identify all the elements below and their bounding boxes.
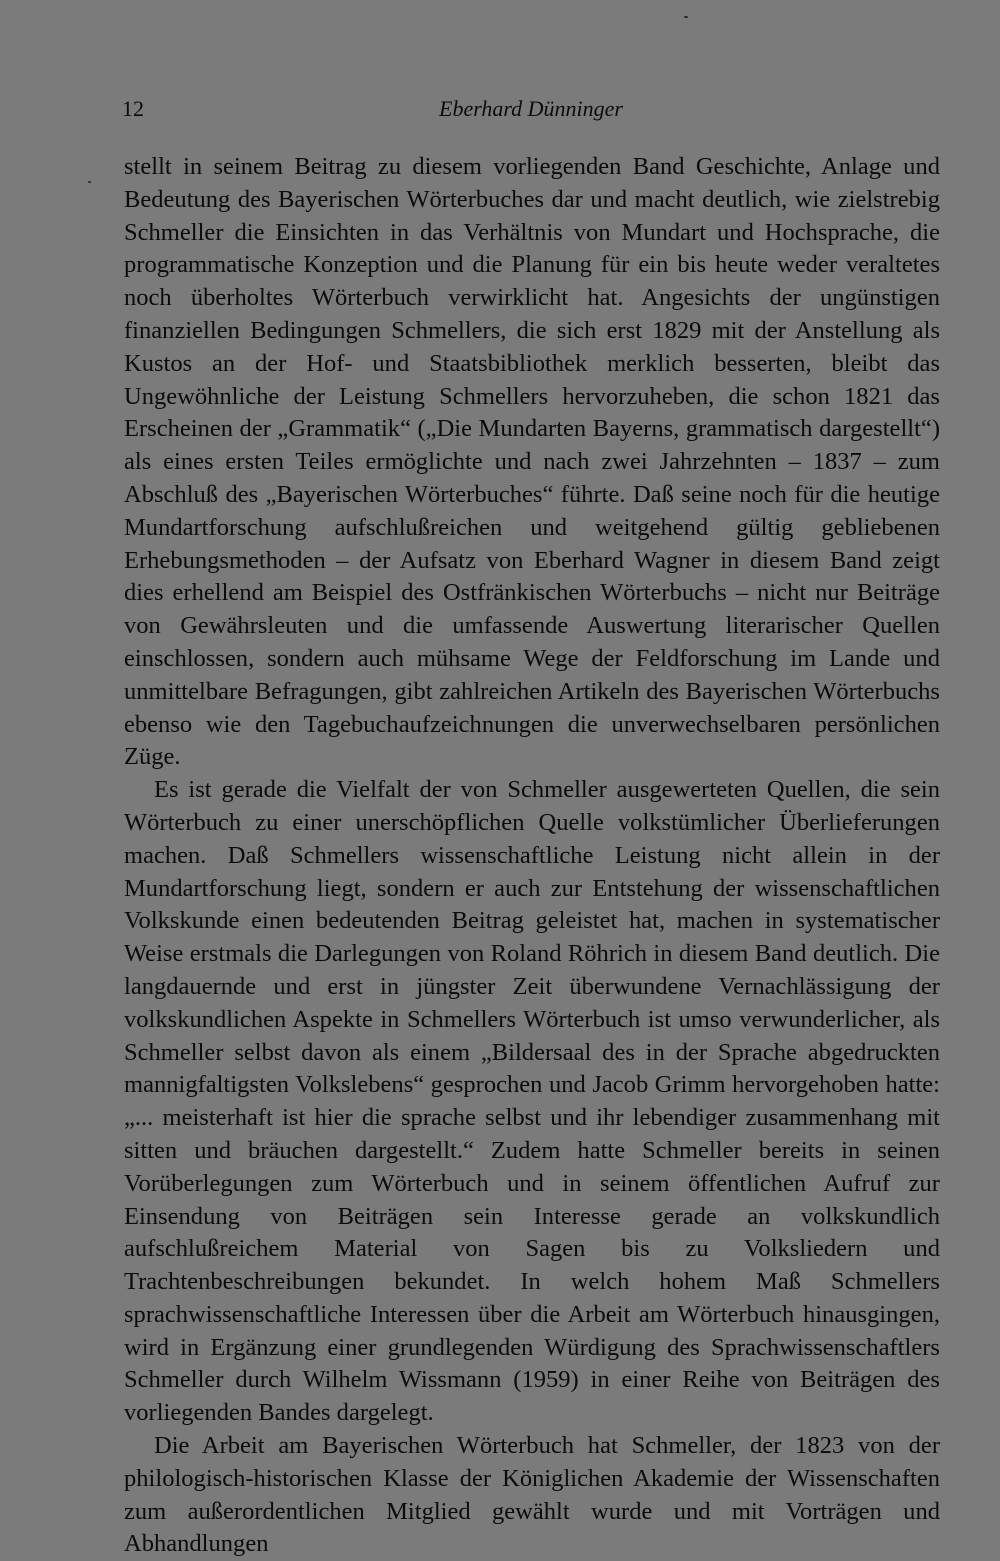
scan-speck: [684, 16, 688, 18]
running-head: Eberhard Dünninger: [439, 96, 623, 121]
paragraph: Die Arbeit am Bayerischen Wörterbuch hat Schmeller, der 1823 von der philologisch-historischen Klasse der Königlichen Akademie der Wissenschaften zum außerordentlichen Mitglied gewählt wurde und mit Vorträgen und Abhandlungen: [124, 1432, 940, 1558]
paragraph: Es ist gerade die Vielfalt der von Schmeller ausgewerteten Quellen, die sein Wörterbuch zu einer unerschöpflichen Quelle volkstümlicher Überlieferungen machen. Daß Schmellers wissenschaftliche Leistung nicht allein in der Mundartforschung liegt, sondern er auch zur Entstehung der wissenschaftlichen Volkskunde einen bedeutenden Beitrag geleistet hat, machen in systematischer Weise erstmals die Darlegungen von Roland Röhrich in diesem Band deutlich. Die langdauernde und erst in jüngster Zeit überwundene Vernachlässigung der volkskundlichen Aspekte in Schmellers Wörterbuch ist umso verwunderlicher, als Schmeller selbst davon als einem „Bildersaal des in der Sprache abgedruckten mannigfaltigsten Volkslebens“ gesprochen und Jacob Grimm hervorgehoben hatte: „... meisterhaft ist hier die sprache selbst und ihr lebendiger zusammenhang mit sitten und bräuchen dargestellt.“ Zudem hatte Schmeller bereits in seinen Vorüberlegungen zum Wörterbuch und in seinem öffentlichen Aufruf zur Einsendung von Beiträgen sein Interesse gerade an volkskundlich aufschlußreichem Material von Sagen bis zu Volksliedern und Trachtenbeschreibungen bekundet. In welch hohem Maß Schmellers sprachwissenschaftliche Interessen über die Arbeit am Wörterbuch hinausgingen, wird in Ergänzung einer grundlegenden Würdigung des Sprachwissenschaftlers Schmeller durch Wilhelm Wissmann (1959) in einer Reihe von Beiträgen des vorliegenden Bandes dargelegt.: [124, 776, 940, 1427]
body-text: [124, 151, 940, 1561]
scan-speck: [88, 181, 91, 183]
page-number: 12: [122, 96, 144, 121]
page-header: [122, 94, 940, 124]
paragraph: stellt in seinem Beitrag zu diesem vorliegenden Band Geschichte, Anlage und Bedeutung des Bayerischen Wörterbuches dar und macht deutlich, wie zielstrebig Schmeller die Einsichten in das Verhältnis von Mundart und Hochsprache, die programmatische Konzeption und die Planung für ein bis heute weder veraltetes noch überholtes Wörterbuch verwirklicht hat. Angesichts der ungünstigen finanziellen Bedingungen Schmellers, die sich erst 1829 mit der Anstellung als Kustos an der Hof- und Staatsbibliothek merklich besserten, bleibt das Ungewöhnliche der Leistung Schmellers hervorzuheben, die schon 1821 das Erscheinen der „Grammatik“ („Die Mundarten Bayerns, grammatisch dargestellt“) als eines ersten Teiles ermöglichte und nach zwei Jahrzehnten – 1837 – zum Abschluß des „Bayerischen Wörterbuches“ führte. Daß seine noch für die heutige Mundartforschung aufschlußreichen und weitgehend gültig gebliebenen Erhebungsmethoden – der Aufsatz von Eberhard Wagner in diesem Band zeigt dies erhellend am Beispiel des Ostfränkischen Wörterbuchs – nicht nur Beiträge von Gewährsleuten und die umfassende Auswertung literarischer Quellen einschlossen, sondern auch mühsame Wege der Feldforschung im Lande und unmittelbare Befragungen, gibt zahlreichen Artikeln des Bayerischen Wörterbuchs ebenso wie den Tagebuchaufzeichnungen die unverwechselbaren persönlichen Züge.: [124, 153, 940, 771]
